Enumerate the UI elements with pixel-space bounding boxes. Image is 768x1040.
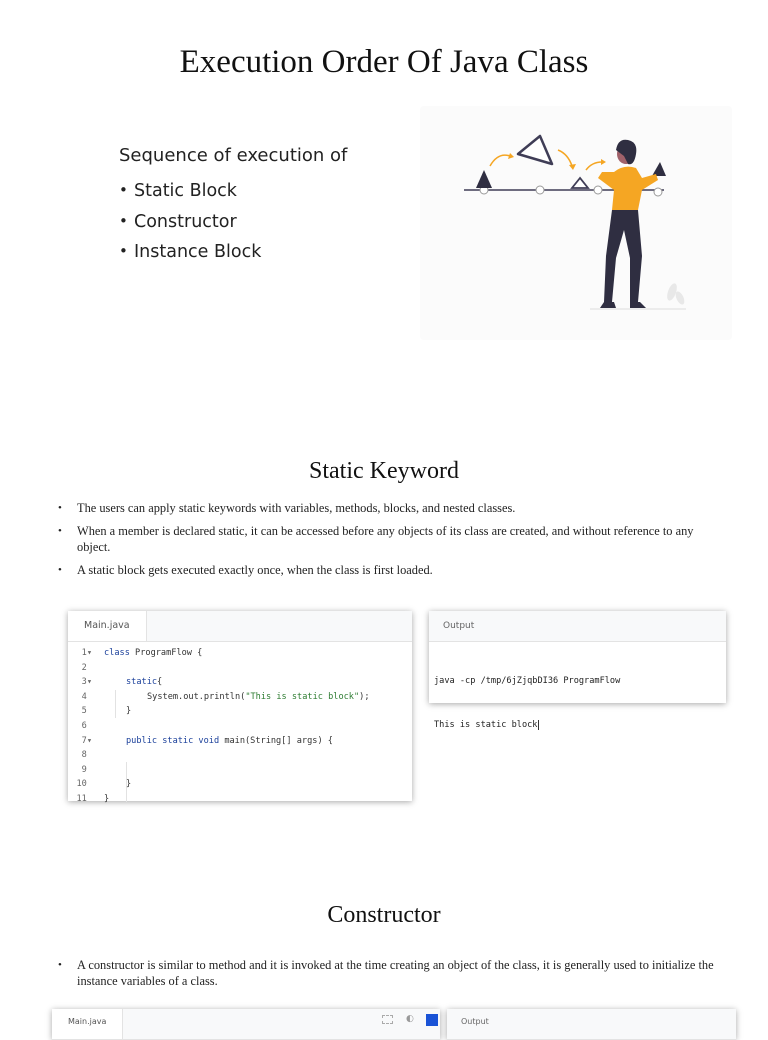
- line-number: 2: [81, 662, 92, 673]
- illustration-woman-arranging-shapes: [420, 106, 732, 340]
- output-panel-2: [447, 1009, 736, 1039]
- theme-icon[interactable]: ◐: [406, 1014, 414, 1024]
- line-number: 7▾: [81, 735, 92, 746]
- text-cursor: [538, 720, 539, 730]
- constructor-bullets: [58, 957, 718, 996]
- bullet-item: • A constructor is similar to method and it is invoked at the time creating an object of the class, it is generally used to initialize the instance variables of a class.: [58, 957, 718, 989]
- code-text: public static void main(String[] args) {: [126, 735, 333, 746]
- line-number: 9: [81, 764, 92, 775]
- code-text: class ProgramFlow {: [104, 648, 203, 658]
- code-line: [68, 763, 412, 778]
- code-line: [68, 734, 412, 749]
- code-text: static{: [126, 677, 163, 688]
- bullet-item: • The users can apply static keywords with variables, methods, blocks, and nested classes.: [58, 500, 708, 516]
- output-panel: [429, 611, 726, 730]
- timeline-node: [654, 188, 662, 196]
- slide3-title: Constructor: [327, 902, 441, 928]
- triangle-outline: [518, 136, 552, 164]
- woman-figure: [590, 140, 686, 309]
- line-number: 11: [76, 793, 92, 804]
- timeline-node: [594, 186, 602, 194]
- code-line: [68, 719, 412, 734]
- illustration-svg: [420, 106, 732, 340]
- slide2-title: Static Keyword: [309, 458, 459, 484]
- editor-header: [68, 611, 412, 642]
- bullet-item: • A static block gets executed exactly once, when the class is first loaded.: [58, 562, 708, 578]
- code-line: [68, 792, 412, 807]
- triangle-dark-left: [476, 170, 492, 188]
- line-number: 8: [81, 750, 92, 761]
- line-number: 1▾: [81, 648, 92, 658]
- output-line: This is static block: [434, 719, 538, 730]
- line-number: 4: [81, 691, 92, 702]
- triangle-small: [572, 178, 588, 188]
- triangle-dark-right: [652, 162, 666, 176]
- line-number: 6: [81, 720, 92, 731]
- code-line: [68, 646, 412, 661]
- code-line: [68, 675, 412, 690]
- code-text: }: [104, 793, 110, 804]
- sequence-list: [119, 176, 347, 268]
- line-number: 5: [81, 706, 92, 717]
- list-item: • Constructor: [119, 207, 347, 238]
- line-number: 3▾: [81, 677, 92, 688]
- sequence-block: [119, 144, 347, 268]
- run-button[interactable]: [426, 1014, 438, 1026]
- expand-icon[interactable]: [382, 1015, 393, 1024]
- code-editor: [68, 611, 412, 804]
- code-text: }: [126, 706, 132, 717]
- code-line: [68, 690, 412, 705]
- list-item: • Static Block: [119, 176, 347, 207]
- code-text: }: [126, 779, 132, 790]
- tab-main-java[interactable]: Main.java: [68, 611, 147, 641]
- tab-main-java[interactable]: Main.java: [52, 1009, 123, 1039]
- code-line: [68, 748, 412, 763]
- output-line: java -cp /tmp/6jZjqbDI36 ProgramFlow: [434, 676, 621, 687]
- timeline-node: [536, 186, 544, 194]
- code-text: System.out.println("This is static block");: [147, 691, 370, 702]
- sequence-heading: Sequence of execution of: [119, 145, 348, 166]
- code-line: [68, 777, 412, 792]
- static-bullets: [58, 500, 708, 585]
- line-number: 10: [76, 779, 92, 790]
- list-item: • Instance Block: [119, 237, 347, 268]
- output-title: Output: [461, 1017, 489, 1026]
- arrow-curve: [586, 162, 602, 170]
- output-header: [429, 611, 726, 642]
- arrow-curve: [558, 150, 572, 166]
- output-body: [429, 642, 726, 762]
- output-header: [447, 1009, 736, 1040]
- editor-header: [52, 1009, 440, 1040]
- code-line: [68, 704, 412, 719]
- slide1-title: Execution Order Of Java Class: [179, 44, 589, 80]
- code-editor-2: [52, 1009, 440, 1039]
- arrow-curve: [490, 155, 510, 166]
- code-line: [68, 661, 412, 676]
- code-lines: [68, 642, 412, 807]
- output-title: Output: [443, 621, 475, 631]
- bullet-item: • When a member is declared static, it can be accessed before any objects of its class are created, and without reference to any object.: [58, 523, 708, 555]
